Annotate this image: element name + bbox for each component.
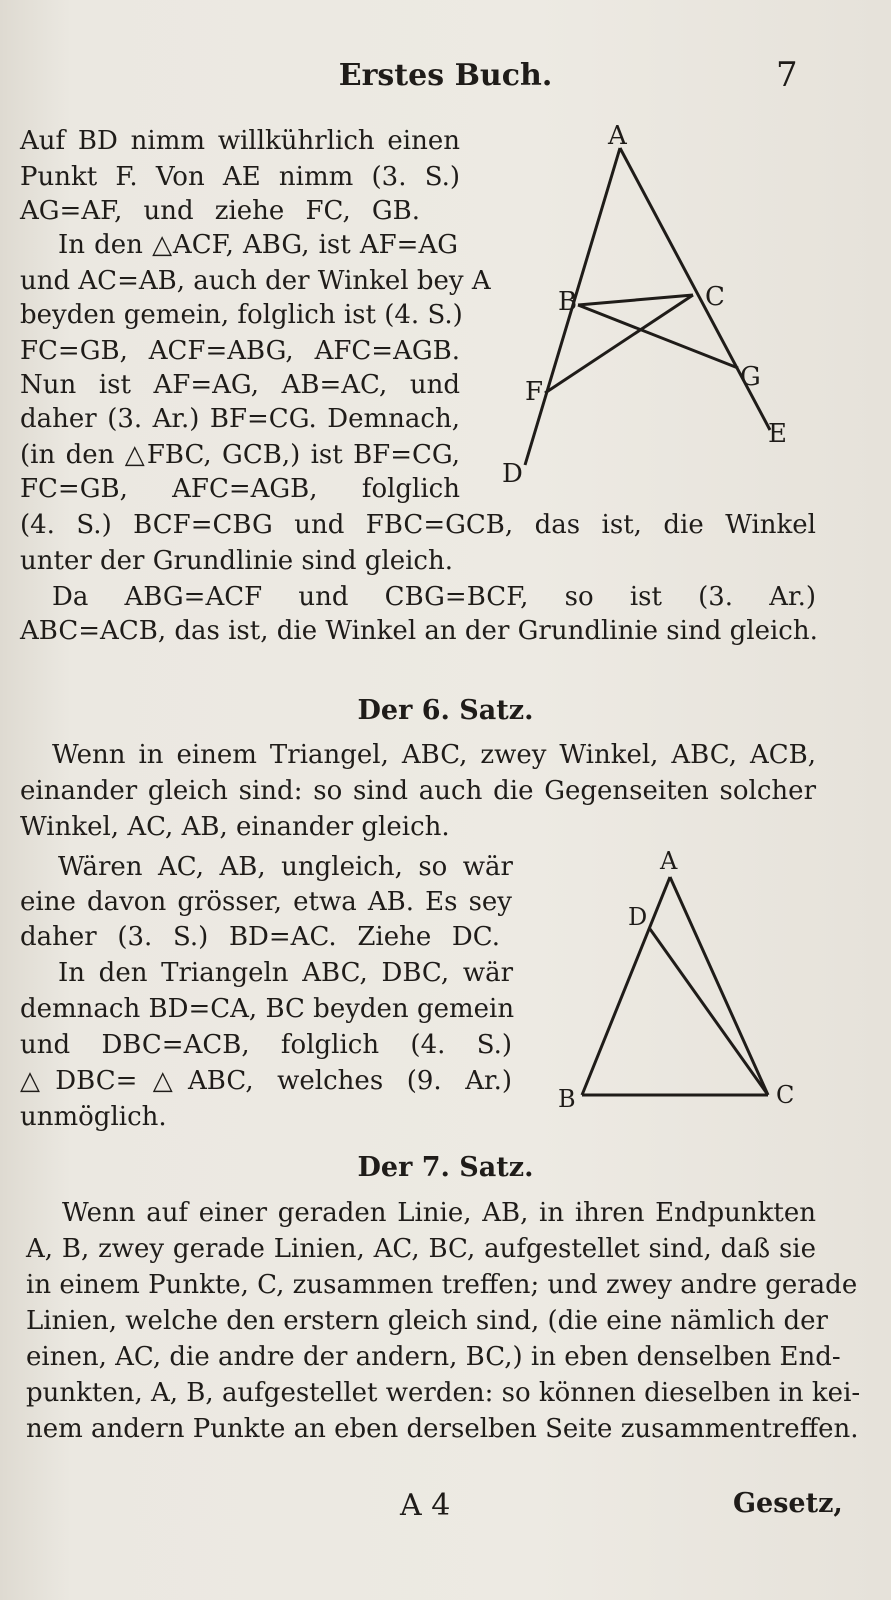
satz7-statement-line: punkten, A, B, aufgestellet werden: so können dieselben in kei- xyxy=(26,1378,861,1408)
line-AC xyxy=(670,877,768,1095)
running-title: Erstes Buch. xyxy=(338,58,553,93)
proof5-line: ABC=ACB, das ist, die Winkel an der Grundlinie sind gleich. xyxy=(20,616,818,646)
satz6-statement-line: Wenn in einem Triangel, ABC, zwey Winkel, ABC, ACB, xyxy=(52,740,816,770)
proof5-line: daher (3. Ar.) BF=CG. Demnach, xyxy=(20,404,460,434)
satz7-statement-line: nem andern Punkte an eben derselben Seite zusammentreffen. xyxy=(26,1414,859,1444)
satz6-proof-line: Wären AC, AB, ungleich, so wär xyxy=(58,852,513,882)
label-B: B xyxy=(558,1085,576,1113)
proof5-line: (4. S.) BCF=CBG und FBC=GCB, das ist, die Winkel xyxy=(20,510,816,540)
line-AB xyxy=(582,877,670,1095)
proof5-line: FC=GB, ACF=ABG, AFC=AGB. xyxy=(20,336,460,366)
proof5-line: AG=AF, und ziehe FC, GB. xyxy=(20,196,420,226)
label-C: C xyxy=(776,1081,795,1109)
figure-satz6-lines xyxy=(582,877,768,1095)
proof5-line: In den △ACF, ABG, ist AF=AG xyxy=(58,230,458,260)
figure-satz5 xyxy=(500,120,820,500)
figure-satz6 xyxy=(550,845,820,1115)
satz6-proof-line: eine davon grösser, etwa AB. Es sey xyxy=(20,887,512,917)
proof5-line: FC=GB, AFC=AGB, folglich xyxy=(20,474,460,504)
satz7-statement-line: in einem Punkte, C, zusammen treffen; und zwey andre gerade xyxy=(26,1270,858,1300)
page-number: 7 xyxy=(776,55,798,95)
satz6-proof-line: unmöglich. xyxy=(20,1102,167,1132)
line-BC xyxy=(578,295,693,305)
label-A: A xyxy=(660,847,678,875)
label-B: B xyxy=(558,287,578,317)
catchword: Gesetz, xyxy=(733,1488,843,1519)
proof5-line: unter der Grundlinie sind gleich. xyxy=(20,546,453,576)
satz7-statement-line: einen, AC, die andre der andern, BC,) in eben denselben End- xyxy=(26,1342,841,1372)
proof5-line: Auf BD nimm willkührlich einen xyxy=(20,126,460,156)
label-C: C xyxy=(705,282,725,312)
satz6-heading: Der 6. Satz. xyxy=(357,695,534,726)
proof5-line: Da ABG=ACF und CBG=BCF, so ist (3. Ar.) xyxy=(52,582,816,612)
proof5-line: Nun ist AF=AG, AB=AC, und xyxy=(20,370,460,400)
label-D: D xyxy=(502,459,523,489)
proof5-line: beyden gemein, folglich ist (4. S.) xyxy=(20,300,463,330)
line-DC xyxy=(650,929,768,1095)
proof5-line: Punkt F. Von AE nimm (3. S.) xyxy=(20,162,460,192)
satz7-statement-line: Linien, welche den erstern gleich sind, (die eine nämlich der xyxy=(26,1306,828,1336)
satz7-statement-line: A, B, zwey gerade Linien, AC, BC, aufgestellet sind, daß sie xyxy=(26,1234,816,1264)
signature-mark: A 4 xyxy=(400,1488,451,1523)
label-E: E xyxy=(768,419,787,449)
satz7-statement-line: Wenn auf einer geraden Linie, AB, in ihren Endpunkten xyxy=(62,1198,816,1228)
satz7-heading: Der 7. Satz. xyxy=(357,1152,534,1183)
proof5-line: und AC=AB, auch der Winkel bey A xyxy=(20,266,491,296)
label-F: F xyxy=(525,377,544,407)
satz6-statement-line: einander gleich sind: so sind auch die Gegenseiten solcher xyxy=(20,776,816,806)
satz6-proof-line: △DBC=△ABC, welches (9. Ar.) xyxy=(20,1066,512,1096)
satz6-proof-line: demnach BD=CA, BC beyden gemein xyxy=(20,994,515,1024)
satz6-statement-line: Winkel, AC, AB, einander gleich. xyxy=(20,812,450,842)
line-BG xyxy=(578,305,738,368)
label-G: G xyxy=(740,362,761,392)
satz6-proof-line: In den Triangeln ABC, DBC, wär xyxy=(58,958,513,988)
satz6-proof-line: und DBC=ACB, folglich (4. S.) xyxy=(20,1030,512,1060)
label-D: D xyxy=(628,903,648,931)
label-A: A xyxy=(608,121,627,151)
proof5-line: (in den △FBC, GCB,) ist BF=CG, xyxy=(20,440,460,470)
satz6-proof-line: daher (3. S.) BD=AC. Ziehe DC. xyxy=(20,922,500,952)
